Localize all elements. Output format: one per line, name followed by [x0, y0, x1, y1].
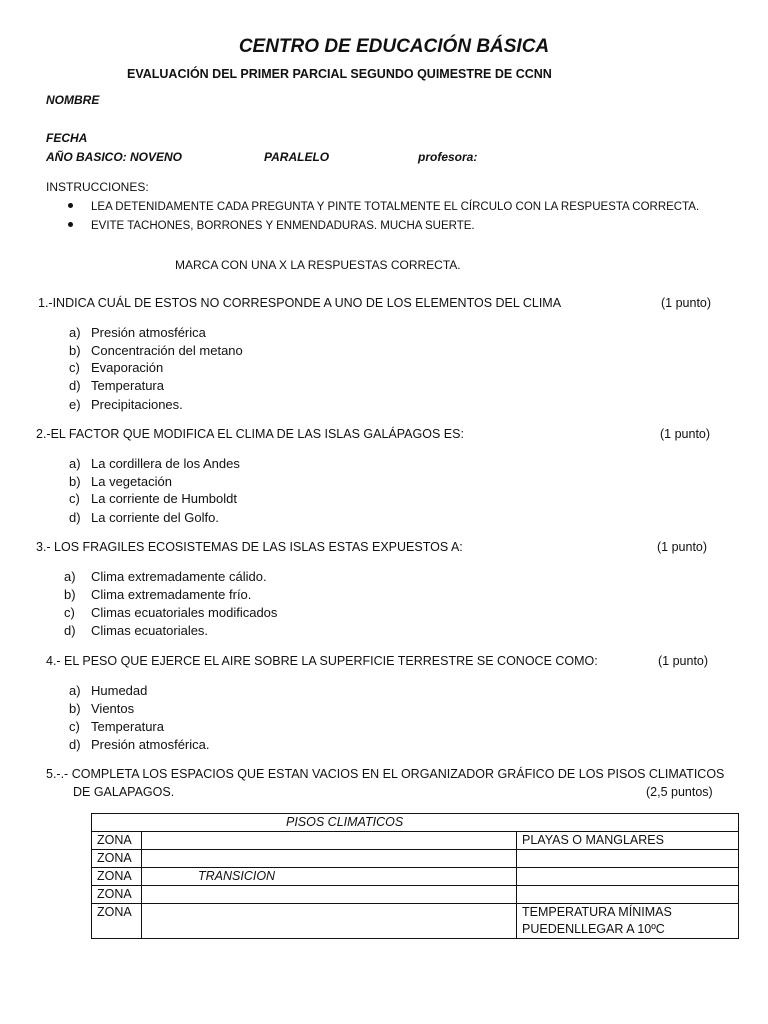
instructions-heading: INSTRUCCIONES: [46, 180, 149, 194]
blank-cell[interactable] [517, 850, 739, 868]
blank-cell[interactable] [142, 832, 517, 850]
question-3-points: (1 punto) [657, 540, 708, 554]
option-item: e) Precipitaciones. [69, 397, 183, 412]
description-cell: TEMPERATURA MÍNIMAS PUEDENLLEGAR A 10ºC [517, 904, 739, 939]
fecha-label: FECHA [46, 131, 88, 145]
option-item: b) Clima extremadamente frío. [64, 587, 252, 602]
marca-instruction: MARCA CON UNA X LA RESPUESTAS CORRECTA. [175, 258, 461, 272]
blank-cell[interactable] [142, 850, 517, 868]
blank-cell[interactable] [517, 886, 739, 904]
bullet-icon [68, 203, 73, 208]
option-item: d) Presión atmosférica. [69, 737, 210, 752]
description-cell: PLAYAS O MANGLARES [517, 832, 739, 850]
anio-basico-label: AÑO BASICO: NOVENO [46, 150, 183, 164]
option-item: d) La corriente del Golfo. [69, 510, 219, 525]
blank-cell[interactable] [142, 886, 517, 904]
question-1-text: 1.-INDICA CUÁL DE ESTOS NO CORRESPONDE A UNO DE LOS ELEMENTOS DEL CLIMA [38, 296, 562, 310]
page-subtitle: EVALUACIÓN DEL PRIMER PARCIAL SEGUNDO QUIMESTRE DE CCNN [127, 67, 552, 81]
option-item: b) La vegetación [69, 474, 172, 489]
nombre-label: NOMBRE [46, 93, 100, 107]
option-item: d) Climas ecuatoriales. [64, 623, 209, 638]
table-row [92, 886, 739, 904]
page-title: CENTRO DE EDUCACIÓN BÁSICA [238, 36, 550, 57]
paralelo-label: PARALELO [264, 150, 330, 164]
option-item: a) Presión atmosférica [69, 325, 206, 340]
question-4-points: (1 punto) [658, 654, 709, 668]
option-item: c) La corriente de Humboldt [69, 491, 237, 506]
profesora-label: profesora: [418, 150, 478, 164]
question-1-points: (1 punto) [661, 296, 712, 310]
table-row [92, 904, 739, 939]
question-5-points: (2,5 puntos) [646, 785, 713, 799]
blank-cell[interactable] [517, 868, 739, 886]
transicion-cell: TRANSICION [142, 868, 517, 886]
option-item: a) Clima extremadamente cálido. [64, 569, 267, 584]
option-item: a) La cordillera de los Andes [69, 456, 240, 471]
question-4-text: 4.- EL PESO QUE EJERCE EL AIRE SOBRE LA SUPERFICIE TERRESTRE SE CONOCE COMO: [46, 654, 598, 668]
option-item: b) Concentración del metano [69, 343, 243, 358]
table-header-row [92, 814, 739, 832]
pisos-climaticos-table [91, 813, 739, 939]
question-2-points: (1 punto) [660, 427, 711, 441]
table-row [92, 868, 739, 886]
zona-cell: ZONA [92, 886, 142, 904]
question-5-text-line2: DE GALAPAGOS. [73, 785, 175, 799]
zona-cell: ZONA [92, 868, 142, 886]
zona-cell: ZONA [92, 904, 142, 939]
option-item: c) Climas ecuatoriales modificados [64, 605, 278, 620]
option-item: c) Temperatura [69, 719, 164, 734]
question-3-text: 3.- LOS FRAGILES ECOSISTEMAS DE LAS ISLAS ESTAS EXPUESTOS A: [36, 540, 463, 554]
question-2-text: 2.-EL FACTOR QUE MODIFICA EL CLIMA DE LAS ISLAS GALÁPAGOS ES: [36, 427, 464, 441]
zona-cell: ZONA [92, 832, 142, 850]
table-row [92, 850, 739, 868]
instruction-item: EVITE TACHONES, BORRONES Y ENMENDADURAS. MUCHA SUERTE. [68, 220, 475, 232]
table-row [92, 832, 739, 850]
instruction-item: LEA DETENIDAMENTE CADA PREGUNTA Y PINTE TOTALMENTE EL CÍRCULO CON LA RESPUESTA CORRECTA. [68, 201, 699, 213]
option-item: a) Humedad [69, 683, 148, 698]
option-item: b) Vientos [69, 701, 135, 716]
option-item: d) Temperatura [69, 378, 164, 393]
question-5-text: 5.-.- COMPLETA LOS ESPACIOS QUE ESTAN VACIOS EN EL ORGANIZADOR GRÁFICO DE LOS PISOS CLIMATICOS [46, 767, 725, 781]
table-header: PISOS CLIMATICOS [92, 814, 739, 832]
option-item: c) Evaporación [69, 360, 164, 375]
bullet-icon [68, 222, 73, 227]
blank-cell[interactable] [142, 904, 517, 939]
zona-cell: ZONA [92, 850, 142, 868]
